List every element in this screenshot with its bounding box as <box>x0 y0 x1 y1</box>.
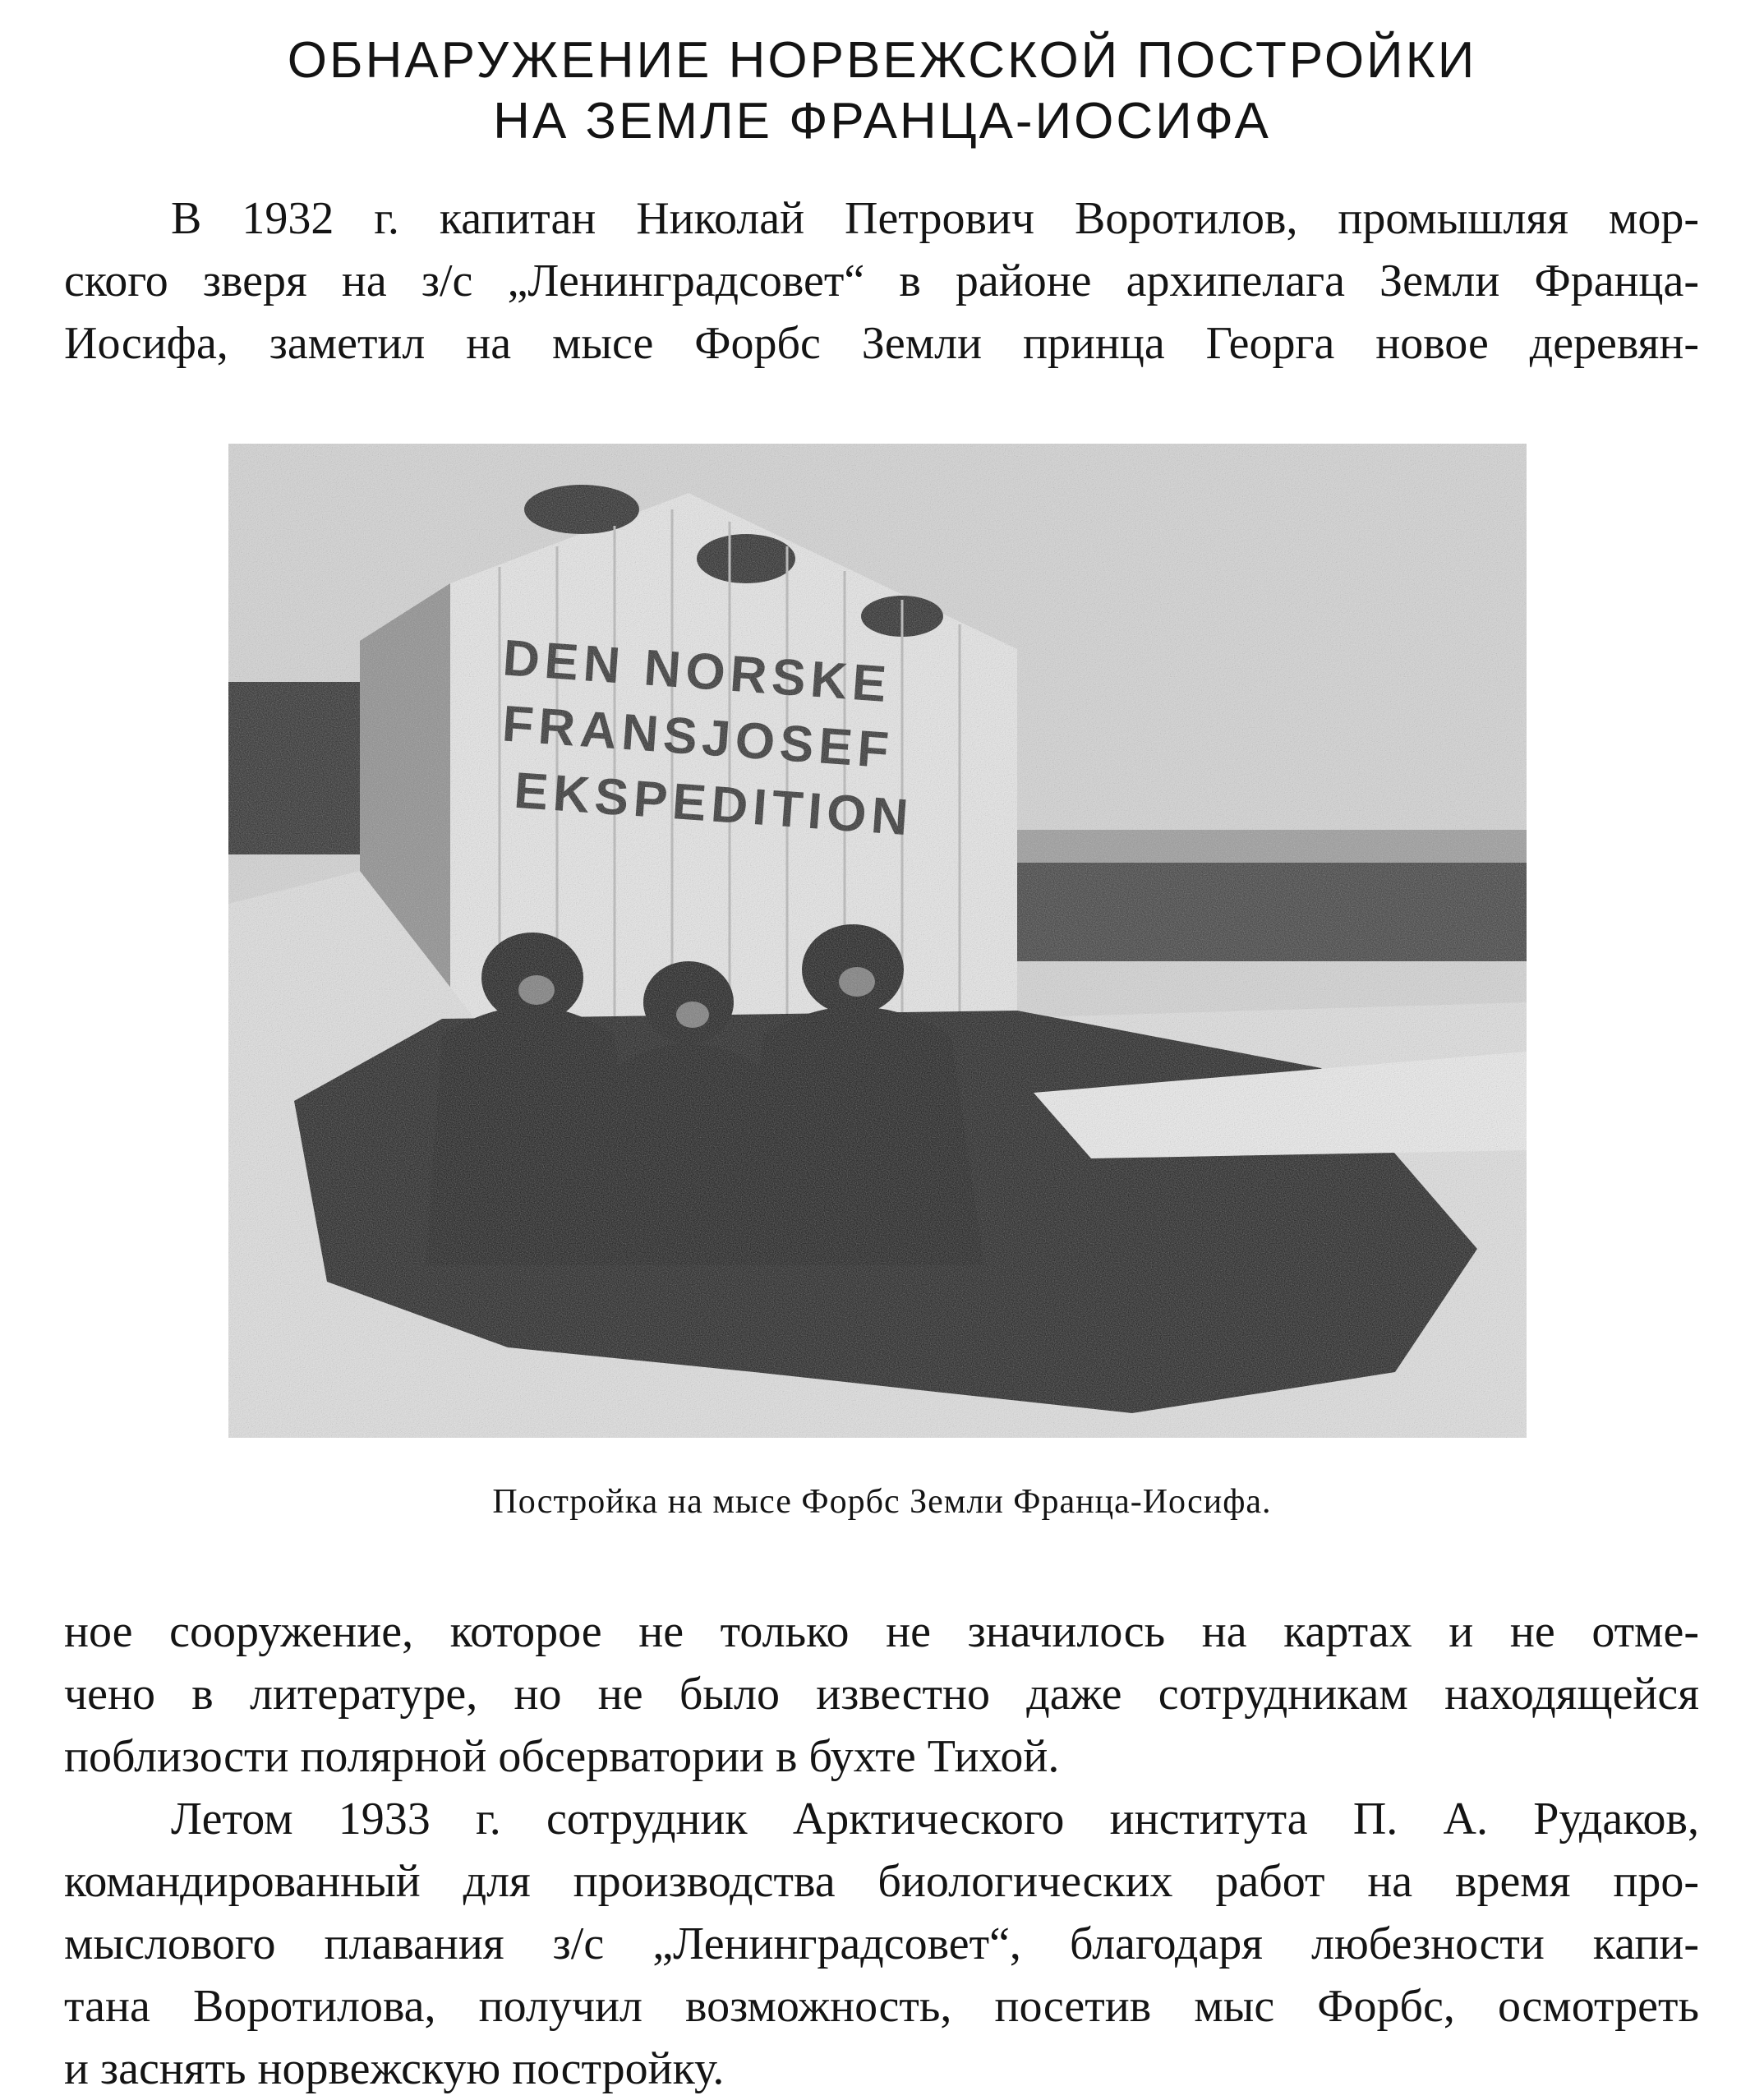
paragraph-2-line: ное сооружение, которое не только не значилось на картах и не отме- <box>64 1606 1699 1657</box>
paragraph-3-line: и заснять норвежскую постройку. <box>64 2043 725 2094</box>
paragraph-1-line: ского зверя на з/с „Ленинградсовет“ в районе архипелага Земли Франца- <box>64 256 1699 306</box>
photo-caption: Постройка на мысе Форбс Земли Франца-Иосифа. <box>492 1483 1272 1521</box>
paragraph-3-line: командированный для производства биологических работ на время про- <box>64 1856 1699 1907</box>
article-title-line-2: НА ЗЕМЛЕ ФРАНЦА-ИОСИФА <box>493 93 1271 150</box>
paragraph-1-line: В 1932 г. капитан Николай Петрович Воротилов, промышляя мор- <box>171 193 1699 244</box>
paragraph-3-line: мыслового плавания з/с „Ленинградсовет“, благодаря любезности капи- <box>64 1918 1699 1969</box>
article-title-line-1: ОБНАРУЖЕНИЕ НОРВЕЖСКОЙ ПОСТРОЙКИ <box>287 32 1477 89</box>
paragraph-1 <box>64 187 1699 375</box>
paragraph-3-line: Летом 1933 г. сотрудник Арктического института П. А. Рудаков, <box>171 1794 1699 1844</box>
paragraph-3 <box>64 1788 1699 2100</box>
paragraph-1-line: Иосифа, заметил на мысе Форбс Земли принца Георга новое деревян- <box>64 318 1699 369</box>
paragraph-3-line: тана Воротилова, получил возможность, посетив мыс Форбс, осмотреть <box>64 1981 1699 2032</box>
paragraph-2-line: чено в литературе, но не было известно даже сотрудникам находящейся <box>64 1669 1699 1720</box>
paragraph-2-line: поблизости полярной обсерватории в бухте Тихой. <box>64 1731 1060 1782</box>
photograph-norwegian-hut <box>228 444 1527 1438</box>
photograph-image <box>228 444 1527 1438</box>
paragraph-2 <box>64 1600 1699 1788</box>
